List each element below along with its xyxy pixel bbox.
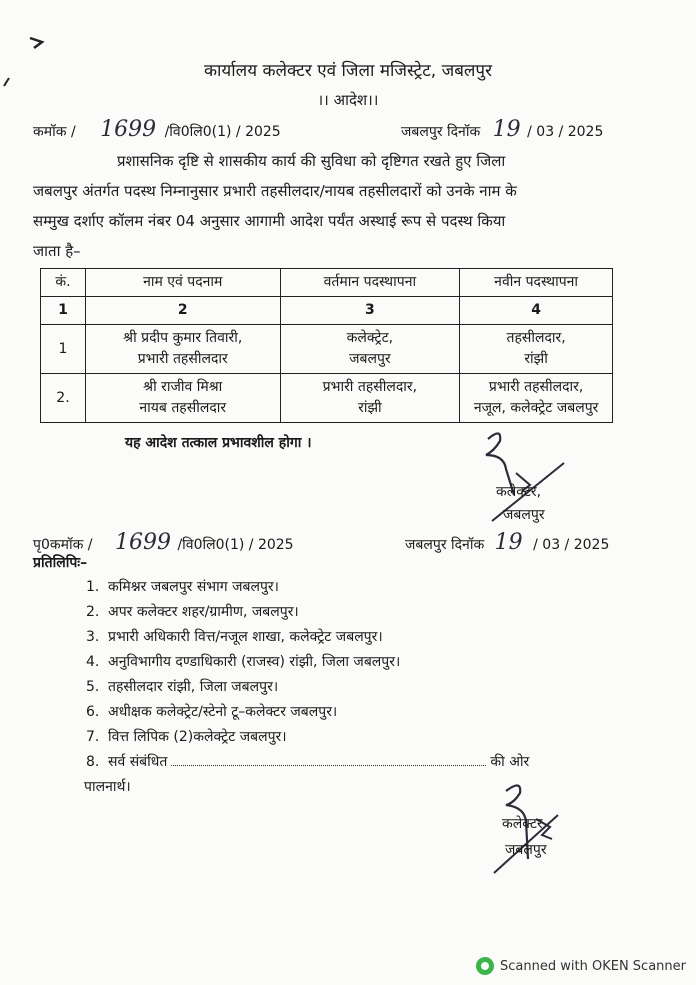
new-posting-cell — [460, 325, 613, 374]
order-date-label: जबलपुर दिनॉक — [401, 124, 481, 140]
list-item — [86, 675, 529, 700]
column-number: 4 — [460, 297, 613, 325]
posting-table — [40, 268, 613, 423]
name-designation-cell — [85, 325, 280, 374]
current-posting-cell — [280, 325, 460, 374]
officer-name: श्री राजीव मिश्रा — [143, 379, 223, 395]
endorsement-date-handwritten: 19 — [494, 530, 523, 555]
list-number: 6. — [86, 704, 100, 720]
table-header: वर्तमान पदस्थापना — [280, 269, 460, 297]
list-item — [86, 575, 529, 600]
officer-name: श्री प्रदीप कुमार तिवारी, — [123, 330, 243, 346]
endorsement-date-suffix: / 03 / 2025 — [533, 537, 610, 553]
body-line-4: जाता है– — [33, 242, 81, 260]
list-text: अपर कलेक्टर शहर/ग्रामीण, जबलपुर। — [108, 604, 299, 620]
list-text: कमिश्नर जबलपुर संभाग जबलपुर। — [108, 579, 279, 595]
endorsement-label: पृ0कमॉक / — [33, 537, 93, 553]
body-line-3: सम्मुख दर्शाए कॉलम नंबर 04 अनुसार आगामी आदेश पर्यंत अस्थाई रूप से पदस्थ किया — [33, 212, 506, 230]
office-title: कार्यालय कलेक्टर एवं जिला मजिस्ट्रेट, जबलपुर — [203, 61, 493, 81]
list-text: सर्व संबंधित — [108, 754, 168, 770]
name-designation-cell — [85, 374, 280, 423]
list-item — [86, 725, 529, 750]
officer-designation: नायब तहसीलदार — [139, 400, 227, 416]
list-text: वित्त लिपिक (2)कलेक्ट्रेट जबलपुर। — [108, 729, 287, 745]
officer-designation: प्रभारी तहसीलदार — [137, 351, 228, 367]
scanner-logo-icon — [476, 957, 494, 975]
copy-heading: प्रतिलिपिः– — [33, 555, 88, 571]
order-ref-label: कमॉक / — [33, 124, 76, 140]
column-number: 1 — [41, 297, 86, 325]
order-date-suffix: / 03 / 2025 — [527, 124, 604, 140]
table-column-number-row — [41, 297, 613, 325]
scanner-watermark — [476, 957, 686, 975]
table-header: नाम एवं पदनाम — [85, 269, 280, 297]
table-header: नवीन पदस्थापना — [460, 269, 613, 297]
list-text: तहसीलदार रांझी, जिला जबलपुर। — [108, 679, 279, 695]
table-row — [41, 325, 613, 374]
list-number: 7. — [86, 729, 100, 745]
new-posting-line: प्रभारी तहसीलदार, — [488, 379, 584, 395]
scanner-text: Scanned with OKEN Scanner — [500, 958, 686, 974]
endorsement-suffix: /वि0लि0(1) / 2025 — [177, 537, 294, 553]
new-posting-line: नजूल, कलेक्ट्रेट जबलपुर — [473, 400, 599, 416]
column-number: 2 — [85, 297, 280, 325]
list-text: प्रभारी अधिकारी वित्त/नजूल शाखा, कलेक्ट्रेट जबलपुर। — [108, 629, 383, 645]
list-number: 8. — [86, 754, 100, 770]
body-line-2: जबलपुर अंतर्गत पदस्थ निम्नानुसार प्रभारी तहसीलदार/नायब तहसीलदारों को उनके नाम के — [33, 182, 517, 200]
list-item — [86, 700, 529, 725]
copy-list — [86, 575, 529, 800]
list-number: 4. — [86, 654, 100, 670]
endorsement-ref — [33, 530, 294, 555]
list-text: अधीक्षक कलेक्ट्रेट/स्टेनो टू–कलेक्टर जबलपुर। — [108, 704, 338, 720]
list-number: 2. — [86, 604, 100, 620]
order-date — [401, 117, 603, 142]
body-line-1: प्रशासनिक दृष्टि से शासकीय कार्य की सुविधा को दृष्टिगत रखते हुए जिला — [117, 152, 506, 170]
current-posting-line: कलेक्ट्रेट, — [346, 330, 394, 346]
table-header-row — [41, 269, 613, 297]
list-text: अनुविभागीय दण्डाधिकारी (राजस्व) रांझी, जिला जबलपुर। — [108, 654, 401, 670]
current-posting-line: जबलपुर — [349, 351, 391, 367]
serial-number: 2. — [41, 374, 86, 423]
endorsement-number-handwritten: 1699 — [114, 530, 171, 555]
current-posting-cell — [280, 374, 460, 423]
blank-fill-line — [171, 751, 486, 766]
order-heading: ।। आदेश।। — [317, 91, 379, 109]
list-number: 3. — [86, 629, 100, 645]
signature-place: जबलपुर — [505, 842, 547, 858]
effective-note: यह आदेश तत्काल प्रभावशील होगा । — [125, 435, 312, 451]
endorsement-date — [405, 530, 609, 555]
list-number: 5. — [86, 679, 100, 695]
list-item-continuation: पालनार्थ। — [84, 779, 131, 795]
signature-title: कलेक्टर — [502, 816, 543, 832]
signature-title: कलेक्टर, — [496, 484, 542, 500]
list-text: की ओर — [490, 754, 530, 770]
order-ref — [33, 117, 281, 142]
new-posting-line: रांझी — [524, 351, 548, 367]
current-posting-line: प्रभारी तहसीलदार, — [322, 379, 418, 395]
signature-place: जबलपुर — [503, 507, 545, 523]
list-item — [86, 650, 529, 675]
endorsement-date-label: जबलपुर दिनॉक — [405, 537, 485, 553]
order-number-handwritten: 1699 — [100, 117, 157, 142]
current-posting-line: रांझी — [358, 400, 382, 416]
list-item — [86, 600, 529, 625]
new-posting-line: तहसीलदार, — [506, 330, 566, 346]
list-item — [86, 750, 529, 775]
table-row — [41, 374, 613, 423]
serial-number: 1 — [41, 325, 86, 374]
list-number: 1. — [86, 579, 100, 595]
list-item — [86, 625, 529, 650]
column-number: 3 — [280, 297, 460, 325]
new-posting-cell — [460, 374, 613, 423]
order-ref-suffix: /वि0लि0(1) / 2025 — [164, 124, 281, 140]
order-date-handwritten: 19 — [492, 117, 521, 142]
table-header: कं. — [41, 269, 86, 297]
